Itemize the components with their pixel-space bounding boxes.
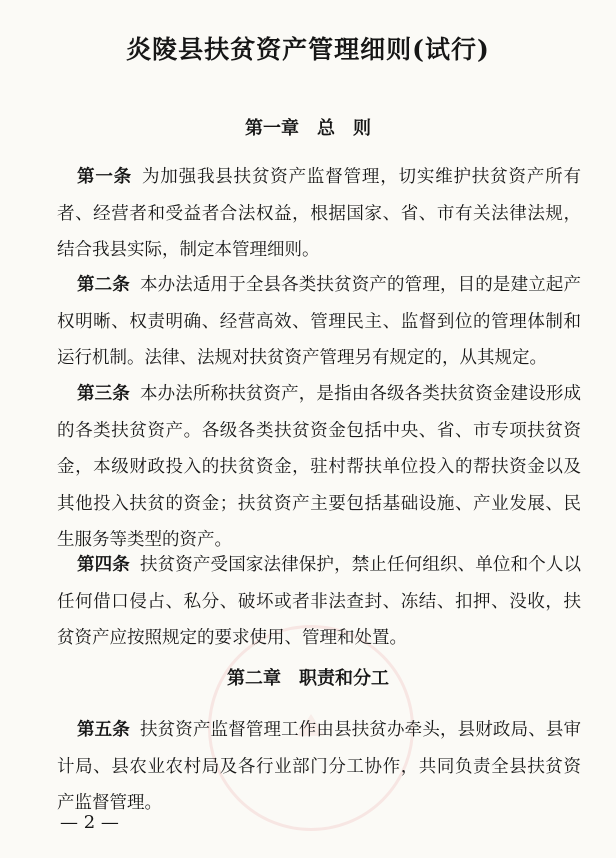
article-text: 本办法适用于全县各类扶贫资产的管理，目的是建立起产权明晰、权责明确、经营高效、管理民主、监督到位的管理体制和运行机制。法律、法规对扶贫资产管理另有规定的，从其规定。 <box>57 275 582 368</box>
article-label: 第五条 <box>77 720 130 740</box>
article-text: 本办法所称扶贫资产，是指由各级各类扶贫资金建设形成的各类扶贫资产。各级各类扶贫资金包括中央、省、市专项扶贫资金，本级财政投入的扶贫资金，驻村帮扶单位投入的帮扶资金以及其他投入扶贫的资金；扶贫资产主要包括基础设施、产业发展、民生服务等类型的资产。 <box>57 384 582 550</box>
article-text: 为加强我县扶贫资产监督管理，切实维护扶贫资产所有者、经营者和受益者合法权益，根据国家、省、市有关法律法规，结合我县实际，制定本管理细则。 <box>57 167 582 260</box>
article-5 <box>57 712 581 822</box>
chapter-heading-general-provisions: 第一章 总 则 <box>245 118 371 139</box>
article-4 <box>57 547 581 657</box>
article-label: 第四条 <box>77 555 130 575</box>
article-3 <box>57 376 581 559</box>
chapter-heading-responsibilities: 第二章 职责和分工 <box>227 668 389 689</box>
article-text: 扶贫资产监督管理工作由县扶贫办牵头，县财政局、县审计局、县农业农村局及各行业部门分工协作，共同负责全县扶贫资产监督管理。 <box>57 720 582 813</box>
article-label: 第一条 <box>77 167 132 187</box>
page-number: — 2 — <box>60 812 119 833</box>
article-label: 第二条 <box>77 275 130 295</box>
article-text: 扶贫资产受国家法律保护，禁止任何组织、单位和个人以任何借口侵占、私分、破坏或者非法查封、冻结、扣押、没收，扶贫资产应按照规定的要求使用、管理和处置。 <box>57 555 582 648</box>
article-2 <box>57 267 581 377</box>
article-1 <box>57 159 581 269</box>
document-title: 炎陵县扶贫资产管理细则(试行) <box>126 35 490 64</box>
article-label: 第三条 <box>77 384 130 404</box>
